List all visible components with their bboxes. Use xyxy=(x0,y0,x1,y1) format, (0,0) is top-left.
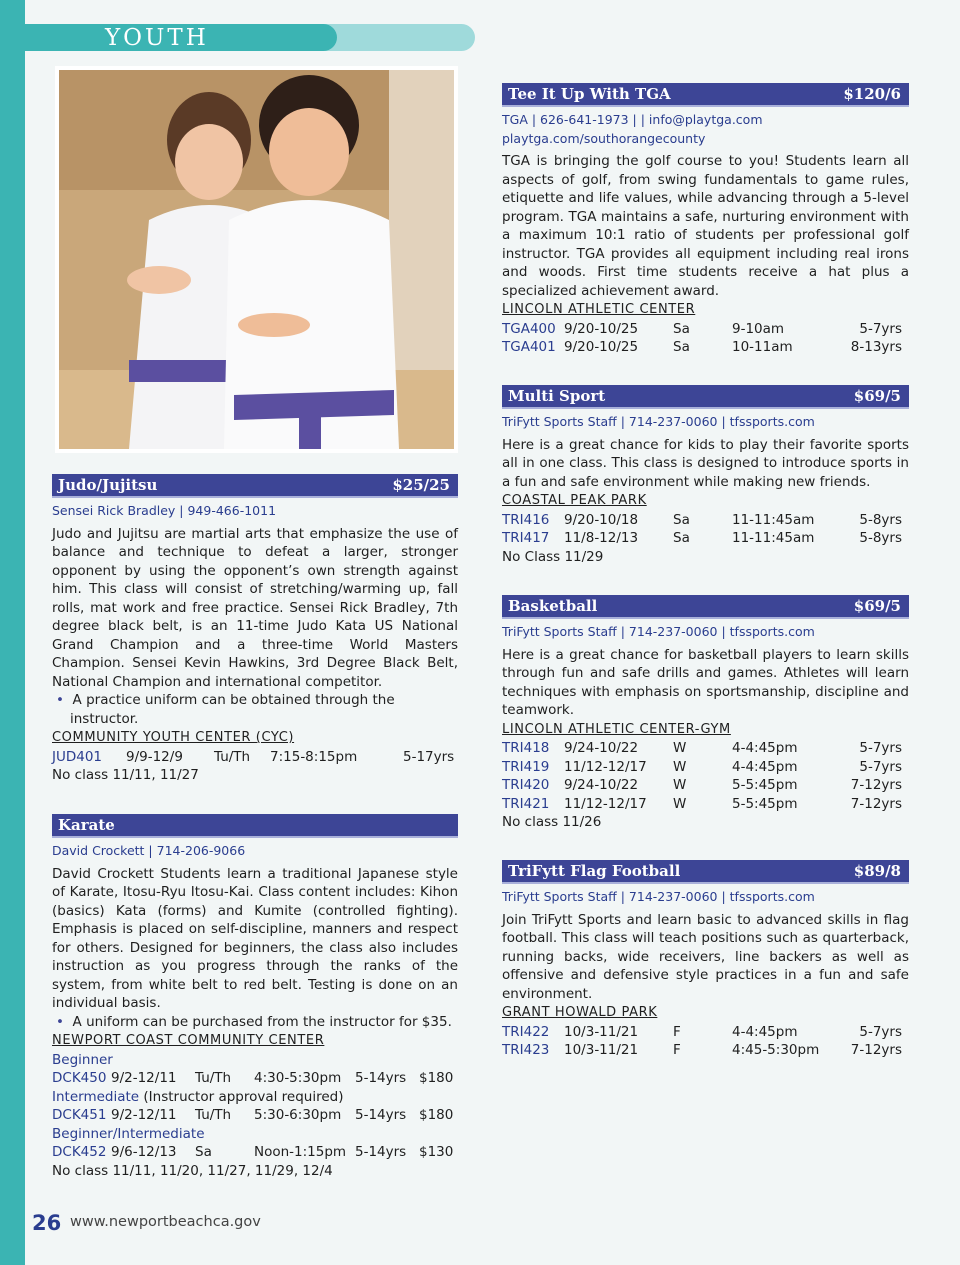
class-code[interactable]: TRI421 xyxy=(502,795,550,812)
flag-football-location: GRANT HOWALD PARK xyxy=(502,1005,658,1020)
class-dates: 9/24-10/22 xyxy=(564,740,639,756)
judo-section xyxy=(52,474,458,785)
basketball-price: $69/5 xyxy=(853,597,901,615)
flag-football-price: $89/8 xyxy=(853,862,901,880)
class-day: Tu/Th xyxy=(195,1070,232,1086)
class-dates: 11/12-12/17 xyxy=(564,758,647,775)
class-time: 4-4:45pm xyxy=(732,740,798,756)
table-row xyxy=(502,1023,909,1042)
class-code[interactable]: DCK450 xyxy=(52,1070,107,1086)
flag-football-section xyxy=(502,860,909,1060)
class-ages: 7-12yrs xyxy=(850,795,902,812)
class-code[interactable]: TRI416 xyxy=(502,511,550,528)
class-ages: 7-12yrs xyxy=(850,1042,902,1058)
karate-section xyxy=(52,814,458,1180)
tga-website[interactable]: playtga.com/southorangecounty xyxy=(502,130,706,146)
class-time: 5-5:45pm xyxy=(732,777,798,793)
level-label: Intermediate xyxy=(52,1088,140,1105)
multisport-price: $69/5 xyxy=(853,387,901,405)
karate-kids-photo xyxy=(55,66,458,453)
flag-football-title: TriFytt Flag Football xyxy=(508,862,681,880)
class-time: 4:45-5:30pm xyxy=(732,1042,820,1058)
basketball-header xyxy=(502,595,909,619)
class-code[interactable]: JUD401 xyxy=(52,748,103,765)
bullet-dot-icon: • xyxy=(56,692,73,708)
class-dates: 9/9-12/9 xyxy=(126,748,183,765)
judo-title: Judo/Jujitsu xyxy=(58,476,158,494)
class-code[interactable]: TRI419 xyxy=(502,758,550,775)
class-ages: 5-14yrs xyxy=(355,1070,407,1086)
basketball-contact[interactable]: TriFytt Sports Staff | 714-237-0060 | tfssports.com xyxy=(502,624,815,639)
class-ages: 5-17yrs xyxy=(403,748,455,765)
multisport-note: No Class 11/29 xyxy=(502,548,604,565)
karate-bullet xyxy=(52,1013,458,1032)
basketball-note: No class 11/26 xyxy=(502,814,602,830)
bullet-dot-icon: • xyxy=(56,1013,73,1030)
karate-header xyxy=(52,814,458,838)
class-code[interactable]: TRI422 xyxy=(502,1023,550,1040)
class-ages: 8-13yrs xyxy=(850,339,902,355)
class-code[interactable]: TRI420 xyxy=(502,777,550,793)
class-day: Sa xyxy=(673,320,690,337)
multisport-header xyxy=(502,385,909,409)
class-code[interactable]: TRI418 xyxy=(502,740,550,756)
class-ages: 5-7yrs xyxy=(859,740,902,756)
class-ages: 5-14yrs xyxy=(355,1144,407,1160)
class-ages: 5-8yrs xyxy=(859,530,902,546)
table-row xyxy=(502,758,909,777)
karate-bullet-text: A uniform can be purchased from the instructor for $35. xyxy=(72,1013,452,1030)
tga-location: LINCOLN ATHLETIC CENTER xyxy=(502,302,696,317)
judo-location: COMMUNITY YOUTH CENTER (CYC) xyxy=(52,730,295,745)
table-row xyxy=(52,748,458,767)
table-row xyxy=(502,320,909,339)
basketball-section xyxy=(502,595,909,832)
karate-contact[interactable]: David Crockett | 714-206-9066 xyxy=(52,843,246,858)
class-time: 4-4:45pm xyxy=(732,1023,798,1040)
multisport-location: COASTAL PEAK PARK xyxy=(502,493,647,508)
class-day: Sa xyxy=(673,339,690,355)
class-day: Tu/Th xyxy=(214,748,251,765)
class-code[interactable]: TGA400 xyxy=(502,320,556,337)
judo-note: No class 11/11, 11/27 xyxy=(52,767,199,783)
class-ages: 5-7yrs xyxy=(859,1023,902,1040)
class-ages: 5-7yrs xyxy=(859,320,902,337)
table-row xyxy=(502,529,909,548)
class-dates: 9/24-10/22 xyxy=(564,777,639,793)
class-dates: 9/2-12/11 xyxy=(111,1107,177,1123)
karate-note: No class 11/11, 11/20, 11/27, 11/29, 12/4 xyxy=(52,1162,333,1179)
class-dates: 11/12-12/17 xyxy=(564,795,647,812)
table-row xyxy=(502,795,909,814)
flag-football-description: Join TriFytt Sports and learn basic to advanced skills in flag football. This class will teach positions such as quarterback, running backs, wide receivers, line backers as well as offensive and defensive style practices in a fun and safe environment. xyxy=(502,911,909,1002)
tga-title: Tee It Up With TGA xyxy=(508,85,671,103)
tga-header xyxy=(502,83,909,107)
class-code[interactable]: TGA401 xyxy=(502,339,556,355)
class-dates: 9/20-10/25 xyxy=(564,339,639,355)
class-time: 10-11am xyxy=(732,339,793,355)
tga-contact[interactable]: TGA | 626-641-1973 | | info@playtga.com xyxy=(502,112,763,127)
class-price: $180 xyxy=(419,1070,454,1086)
class-dates: 9/20-10/18 xyxy=(564,511,639,528)
karate-level-beginner-intermediate: Beginner/Intermediate xyxy=(52,1125,205,1142)
table-row xyxy=(502,338,909,357)
table-row xyxy=(502,776,909,795)
class-day: W xyxy=(673,795,687,812)
basketball-location: LINCOLN ATHLETIC CENTER-GYM xyxy=(502,721,731,737)
flag-football-header xyxy=(502,860,909,884)
class-day: Tu/Th xyxy=(195,1107,232,1123)
class-day: Sa xyxy=(673,511,690,528)
class-day: W xyxy=(673,777,687,793)
multisport-title: Multi Sport xyxy=(508,387,606,405)
table-row xyxy=(52,1143,458,1162)
page-number: 26 xyxy=(32,1211,62,1235)
class-code[interactable]: DCK452 xyxy=(52,1144,107,1160)
basketball-description: Here is a great chance for basketball players to learn skills through fun and safe drills and games. Athletes will learn techniques with emphasis on sportsmanship, discipline and teamwork. xyxy=(502,646,909,718)
class-day: F xyxy=(673,1042,681,1058)
table-row xyxy=(502,511,909,530)
class-code[interactable]: TRI417 xyxy=(502,530,550,546)
table-row xyxy=(502,739,909,758)
class-dates: 9/2-12/11 xyxy=(111,1070,177,1086)
class-dates: 10/3-11/21 xyxy=(564,1023,639,1040)
class-time: 5-5:45pm xyxy=(732,795,798,812)
judo-bullet xyxy=(52,691,458,728)
table-row xyxy=(52,1106,458,1125)
class-day: W xyxy=(673,740,687,756)
tga-description: TGA is bringing the golf course to you! Students learn all aspects of golf, from swing fundamentals to game rules, etiquette and life values, while advancing through a 5-level program. TGA maintains a safe, nurturing environment with a maximum 10:1 ratio of students per professional golf instructor. TGA provides all equipment including real irons and woods. First time students receive a hat plus a specialized achievement award. xyxy=(502,153,909,299)
judo-price: $25/25 xyxy=(392,476,450,494)
class-ages: 7-12yrs xyxy=(850,777,902,793)
karate-level-intermediate xyxy=(52,1088,458,1107)
class-day: W xyxy=(673,758,687,775)
judo-bullet-text: A practice uniform can be obtained through the instructor. xyxy=(70,692,395,727)
karate-description: David Crockett Students learn a traditional Japanese style of Karate, Itosu-Ryu Itosu-Kai. Class content includes: Kihon (basics) Kata (forms) and Kumite (controlled fighting). Emphasis is placed on self-discipline, manners and respect for others. Designed for beginners, the class also includes instruction as you progress through the ranks of the system, from white belt to red belt. Testing is done on an individual basis. xyxy=(52,865,458,1011)
table-row xyxy=(502,1041,909,1060)
multisport-section xyxy=(502,385,909,566)
class-time: 11-11:45am xyxy=(732,511,815,528)
class-dates: 10/3-11/21 xyxy=(564,1042,639,1058)
class-day: Sa xyxy=(673,530,690,546)
class-ages: 5-7yrs xyxy=(859,758,902,775)
karate-location: NEWPORT COAST COMMUNITY CENTER xyxy=(52,1033,325,1048)
tga-section xyxy=(502,83,909,357)
class-dates: 11/8-12/13 xyxy=(564,530,639,546)
multisport-contact[interactable]: TriFytt Sports Staff | 714-237-0060 | tfssports.com xyxy=(502,414,815,429)
tga-price: $120/6 xyxy=(843,85,901,103)
judo-description: Judo and Jujitsu are martial arts that emphasize the use of balance and technique to defeat a larger, stronger opponent by using the opponent’s own strength against him. This class will consist of stretching/warming up, fall rolls, mat work and free practice. Sensei Rick Bradley, 7th degree black belt, is an 11-time Judo Kata US National Grand Champion and a three-time World Masters Champion. Sensei Kevin Hawkins, 3rd Degree Black Belt, National Champion and international competitor. xyxy=(52,525,458,690)
class-time: Noon-1:15pm xyxy=(254,1144,347,1160)
judo-header xyxy=(52,474,458,498)
class-price: $130 xyxy=(419,1144,454,1160)
judo-contact[interactable]: Sensei Rick Bradley | 949-466-1011 xyxy=(52,503,277,518)
class-time: 4-4:45pm xyxy=(732,758,798,775)
flag-football-contact[interactable]: TriFytt Sports Staff | 714-237-0060 | tfssports.com xyxy=(502,889,815,904)
class-time: 5:30-6:30pm xyxy=(254,1107,342,1123)
class-time: 4:30-5:30pm xyxy=(254,1070,342,1086)
class-time: 9-10am xyxy=(732,320,785,337)
class-ages: 5-8yrs xyxy=(859,511,902,528)
class-day: F xyxy=(673,1023,681,1040)
section-title: YOUTH xyxy=(105,25,209,51)
basketball-title: Basketball xyxy=(508,597,598,615)
level-note: (Instructor approval required) xyxy=(139,1088,344,1105)
class-ages: 5-14yrs xyxy=(355,1107,407,1123)
class-code[interactable]: DCK451 xyxy=(52,1107,107,1123)
class-time: 11-11:45am xyxy=(732,530,815,546)
footer-url[interactable]: www.newportbeachca.gov xyxy=(70,1214,261,1230)
karate-title: Karate xyxy=(58,816,115,834)
table-row xyxy=(52,1069,458,1088)
class-dates: 9/6-12/13 xyxy=(111,1144,177,1160)
class-day: Sa xyxy=(195,1144,212,1160)
class-time: 7:15-8:15pm xyxy=(270,748,358,765)
class-code[interactable]: TRI423 xyxy=(502,1042,550,1058)
class-price: $180 xyxy=(419,1107,454,1123)
sidebar-stripe xyxy=(0,0,25,1265)
multisport-description: Here is a great chance for kids to play their favorite sports all in one class. This class is designed to introduce sports in a fun and safe environment while making new friends. xyxy=(502,436,909,490)
class-dates: 9/20-10/25 xyxy=(564,320,639,337)
karate-level-beginner: Beginner xyxy=(52,1051,113,1068)
